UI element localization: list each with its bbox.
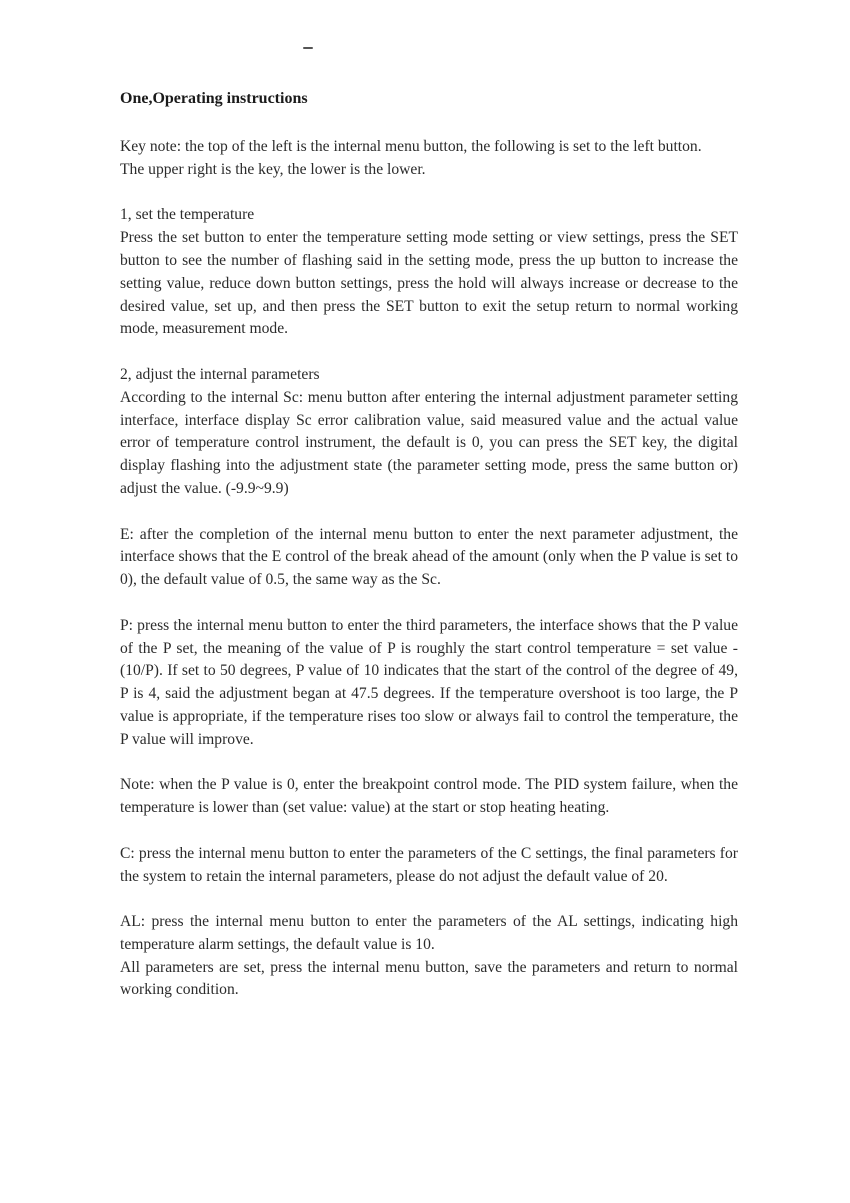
key-note-paragraph: The upper right is the key, the lower is the lower. [120, 160, 426, 178]
section-note [120, 774, 738, 820]
section-c-parameter [120, 843, 738, 889]
section-paragraph: C: press the internal menu button to enter the parameters of the C settings, the final parameters for the system to retain the internal parameters, please do not adjust the default value of 20. [120, 844, 738, 885]
section-paragraph: AL: press the internal menu button to enter the parameters of the AL settings, indicating high temperature alarm settings, the default value is 10. [120, 913, 738, 953]
section-p-parameter [120, 615, 738, 752]
section-paragraph: P: press the internal menu button to enter the third parameters, the interface shows that the P value of the P set, the meaning of the value of P is roughly the start control temperature = set value - (10/P). If set to 50 degrees, P value of 10 indicates that the start of the control of the degree of 49, P is 4, said the adjustment began at 47.5 degrees. If the temperature overshoot is too large, the P value is appropriate, if the temperature rises too slow or always fail to control the temperature, the P value will improve. [120, 616, 738, 748]
section-heading: 2, adjust the internal parameters [120, 365, 320, 383]
scan-speck [303, 47, 313, 49]
key-note-paragraph: Key note: the top of the left is the internal menu button, the following is set to the left button. [120, 138, 702, 155]
section-paragraph: E: after the completion of the internal menu button to enter the next parameter adjustment, the interface shows that the E control of the break ahead of the amount (only when the P value is set to 0), the default value of 0.5, the same way as the Sc. [120, 525, 738, 589]
section-al-parameter [120, 911, 738, 1002]
section-paragraph: According to the internal Sc: menu button after entering the internal adjustment parameter setting interface, interface display Sc error calibration value, said measured value and the actual value error of temperature control instrument, the default is 0, you can press the SET key, the digital display flashing into the adjustment state (the parameter setting mode, press the same button or) adjust the value. (-9.9~9.9) [120, 388, 738, 497]
section-heading: 1, set the temperature [120, 206, 255, 224]
section-set-temperature [120, 204, 738, 341]
section-paragraph: Note: when the P value is 0, enter the breakpoint control mode. The PID system failure, when the temperature is lower than (set value: value) at the start or stop heating heating. [120, 776, 738, 817]
section-paragraph: All parameters are set, press the internal menu button, save the parameters and return to normal working condition. [120, 958, 738, 999]
section-paragraph: Press the set button to enter the temperature setting mode setting or view settings, press the SET button to see the number of flashing said in the setting mode, press the up button to increase the setting value, reduce down button settings, press the hold will always increase or decrease to the desired value, set up, and then press the SET button to exit the setup return to normal working mode, measurement mode. [120, 229, 738, 338]
instructions-text [120, 136, 738, 1002]
document-title: One,Operating instructions [120, 90, 308, 107]
section-internal-parameters [120, 364, 738, 501]
section-key-note [120, 136, 738, 182]
section-e-parameter [120, 524, 738, 592]
